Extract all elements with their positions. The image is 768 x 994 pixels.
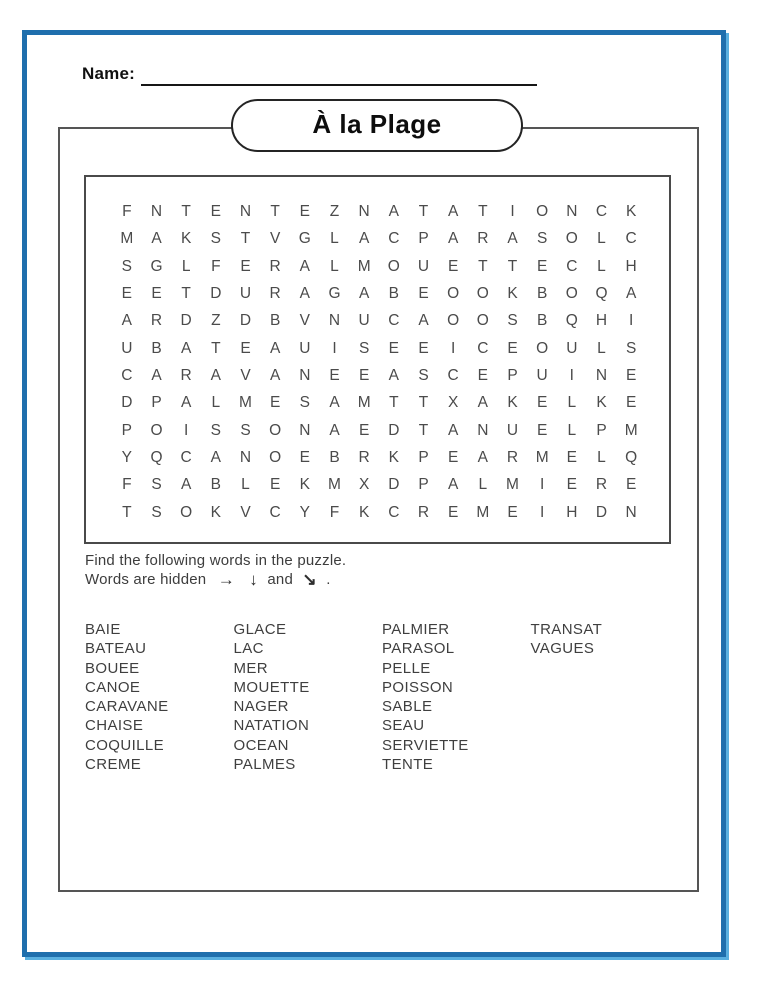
grid-letter-r2-c16: O: [565, 230, 578, 248]
word-item: CHAISE: [85, 717, 144, 735]
grid-letter-r11-c18: E: [625, 476, 637, 494]
grid-letter-r5-c8: N: [328, 312, 341, 330]
grid-letter-r10-c10: K: [388, 448, 399, 466]
grid-letter-r2-c1: M: [120, 230, 134, 248]
grid-letter-r2-c9: A: [358, 230, 370, 248]
grid-letter-r10-c3: C: [180, 448, 192, 466]
diagonal-arrow-icon: ↘: [302, 570, 317, 589]
grid-letter-r8-c7: S: [299, 394, 310, 412]
grid-letter-r1-c10: A: [388, 202, 399, 220]
grid-letter-r9-c15: E: [536, 421, 548, 439]
grid-letter-r1-c16: N: [566, 202, 578, 220]
word-item: SEAU: [382, 717, 425, 735]
grid-letter-r1-c11: T: [418, 202, 429, 220]
grid-letter-r11-c14: M: [506, 476, 519, 494]
grid-letter-r7-c14: P: [507, 366, 518, 384]
grid-letter-r7-c11: S: [418, 366, 429, 384]
grid-letter-r8-c16: L: [567, 394, 577, 412]
grid-letter-r5-c16: Q: [565, 312, 578, 330]
grid-letter-r9-c8: A: [329, 421, 340, 439]
word-item: CARAVANE: [85, 698, 169, 716]
word-item: CANOE: [85, 678, 141, 696]
grid-letter-r4-c15: B: [536, 284, 548, 302]
name-row: [82, 62, 537, 86]
grid-letter-r5-c3: D: [180, 312, 192, 330]
grid-letter-r10-c8: B: [329, 448, 340, 466]
page-title: À la Plage: [312, 109, 442, 139]
grid-letter-r8-c3: A: [180, 394, 192, 412]
grid-letter-r2-c17: L: [597, 230, 606, 248]
grid-letter-r1-c3: T: [181, 202, 191, 220]
grid-letter-r12-c14: E: [507, 503, 518, 521]
grid-letter-r1-c5: N: [239, 202, 252, 220]
grid-letter-r7-c3: R: [180, 366, 192, 384]
grid-letter-r11-c16: E: [566, 476, 577, 494]
grid-letter-r5-c10: C: [388, 312, 400, 330]
grid-letter-r6-c3: A: [180, 339, 192, 357]
grid-letter-r1-c15: O: [536, 202, 549, 220]
word-item: VAGUES: [530, 640, 595, 658]
grid-letter-r11-c13: L: [478, 476, 488, 494]
grid-letter-r9-c10: D: [388, 421, 400, 439]
grid-letter-r3-c10: O: [387, 257, 400, 275]
grid-letter-r1-c14: I: [510, 202, 515, 220]
word-item: COQUILLE: [85, 736, 165, 754]
grid-letter-r7-c6: A: [269, 366, 281, 384]
grid-letter-r6-c7: U: [299, 339, 311, 357]
grid-letter-r12-c8: F: [329, 503, 340, 521]
word-item: MER: [233, 659, 269, 677]
grid-letter-r8-c5: M: [239, 394, 252, 412]
word-item: NAGER: [233, 698, 289, 716]
grid-letter-r1-c9: N: [358, 202, 370, 220]
grid-letter-r9-c11: T: [418, 421, 429, 439]
grid-letter-r12-c9: K: [358, 503, 370, 521]
grid-letter-r11-c17: R: [595, 476, 608, 494]
grid-letter-r1-c13: T: [478, 202, 488, 220]
grid-letter-r6-c8: I: [332, 339, 337, 357]
grid-letter-r1-c12: A: [447, 202, 459, 220]
grid-letter-r11-c1: F: [122, 476, 132, 494]
grid-letter-r9-c9: E: [358, 421, 370, 439]
grid-letter-r4-c4: D: [210, 284, 222, 302]
grid-letter-r5-c14: S: [507, 312, 518, 330]
grid-letter-r12-c11: R: [417, 503, 430, 521]
grid-letter-r4-c16: O: [565, 284, 578, 302]
grid-letter-r11-c8: M: [328, 476, 341, 494]
grid-letter-r9-c5: S: [240, 421, 251, 439]
grid-letter-r2-c2: A: [151, 230, 162, 248]
grid-letter-r10-c16: E: [566, 448, 577, 466]
word-list-column-3: [382, 620, 531, 774]
grid-letter-r5-c13: O: [476, 312, 489, 330]
grid-letter-r2-c12: A: [447, 230, 459, 248]
grid-letter-r10-c12: E: [447, 448, 459, 466]
grid-letter-r8-c10: T: [389, 394, 399, 412]
word-item: TENTE: [382, 756, 434, 774]
grid-letter-r6-c4: T: [211, 339, 221, 357]
grid-letter-r9-c3: I: [184, 421, 189, 439]
word-item: SABLE: [382, 698, 433, 716]
grid-letter-r11-c12: A: [447, 476, 459, 494]
grid-letter-r1-c6: T: [270, 202, 280, 220]
grid-letter-r3-c1: S: [121, 257, 132, 275]
grid-letter-r8-c11: T: [418, 394, 429, 412]
grid-letter-r4-c13: O: [476, 284, 489, 302]
grid-letter-r11-c11: P: [418, 476, 429, 494]
grid-letter-r3-c6: R: [269, 257, 281, 275]
down-arrow-icon: ↓: [249, 570, 258, 589]
grid-letter-r8-c13: A: [477, 394, 488, 412]
grid-letter-r9-c7: N: [299, 421, 311, 439]
word-item: PARASOL: [382, 640, 455, 658]
grid-letter-r4-c1: E: [121, 284, 132, 302]
grid-letter-r7-c17: N: [595, 366, 608, 384]
grid-letter-r4-c11: E: [418, 284, 429, 302]
word-item: BATEAU: [85, 640, 147, 658]
grid-letter-r10-c13: A: [477, 448, 488, 466]
grid-letter-r5-c5: D: [239, 312, 252, 330]
grid-letter-r7-c2: A: [151, 366, 162, 384]
grid-letter-r3-c12: E: [447, 257, 459, 275]
word-item: POISSON: [382, 678, 454, 696]
grid-letter-r3-c2: G: [150, 257, 163, 275]
grid-letter-r12-c17: D: [595, 503, 608, 521]
grid-letter-r1-c17: C: [595, 202, 608, 220]
word-item: TRANSAT: [530, 621, 603, 638]
grid-letter-r11-c10: D: [388, 476, 400, 494]
word-item: MOUETTE: [233, 678, 310, 696]
grid-letter-r1-c4: E: [210, 202, 221, 220]
grid-letter-r4-c8: G: [328, 284, 341, 302]
grid-letter-r3-c9: M: [357, 257, 371, 275]
grid-letter-r10-c6: O: [269, 448, 282, 466]
grid-letter-r10-c7: E: [299, 448, 310, 466]
word-item: PALMES: [233, 756, 296, 774]
word-item: CREME: [85, 756, 142, 774]
grid-letter-r12-c6: C: [269, 503, 281, 521]
grid-letter-r7-c9: E: [358, 366, 370, 384]
grid-letter-r3-c13: T: [478, 257, 488, 275]
grid-letter-r5-c15: B: [536, 312, 548, 330]
grid-letter-r5-c2: R: [150, 312, 163, 330]
grid-letter-r3-c15: E: [536, 257, 548, 275]
grid-letter-r3-c18: H: [625, 257, 637, 275]
grid-letter-r4-c5: U: [239, 284, 252, 302]
word-list-column-1: [85, 620, 234, 774]
grid-letter-r7-c12: C: [447, 366, 459, 384]
word-list-column-4: [531, 620, 680, 774]
grid-letter-r12-c15: I: [540, 503, 545, 521]
grid-letter-r11-c2: S: [151, 476, 162, 494]
grid-letter-r1-c18: K: [625, 202, 637, 220]
name-blank-line: [141, 62, 537, 86]
grid-letter-r4-c7: A: [299, 284, 310, 302]
word-item: NATATION: [233, 717, 310, 735]
grid-letter-r11-c9: X: [358, 476, 370, 494]
grid-letter-r5-c9: U: [358, 312, 370, 330]
grid-letter-r7-c1: C: [121, 366, 133, 384]
grid-letter-r5-c11: A: [418, 312, 429, 330]
grid-letter-r6-c10: E: [388, 339, 399, 357]
word-item: PALMIER: [382, 621, 450, 638]
grid-letter-r6-c15: O: [536, 339, 549, 357]
grid-letter-r7-c5: V: [240, 366, 251, 384]
grid-letter-r9-c12: A: [447, 421, 459, 439]
grid-letter-r3-c3: L: [181, 257, 191, 275]
grid-letter-r8-c15: E: [536, 394, 548, 412]
grid-letter-r11-c6: E: [269, 476, 281, 494]
grid-letter-r2-c5: T: [240, 230, 251, 248]
grid-letter-r3-c7: A: [299, 257, 310, 275]
grid-letter-r10-c11: P: [418, 448, 429, 466]
grid-letter-r12-c2: S: [151, 503, 162, 521]
grid-letter-r8-c12: X: [447, 394, 459, 412]
grid-letter-r1-c8: Z: [329, 202, 340, 220]
grid-letter-r8-c18: E: [625, 394, 637, 412]
title-banner: [231, 99, 523, 152]
grid-letter-r9-c17: P: [596, 421, 607, 439]
grid-letter-r10-c15: M: [535, 448, 549, 466]
grid-letter-r12-c7: Y: [299, 503, 310, 521]
grid-letter-r2-c18: C: [625, 230, 637, 248]
grid-letter-r11-c3: A: [180, 476, 192, 494]
grid-letter-r2-c15: S: [536, 230, 548, 248]
word-item: LAC: [233, 640, 264, 658]
grid-letter-r3-c4: F: [211, 257, 221, 275]
grid-letter-r8-c1: D: [121, 394, 133, 412]
grid-letter-r9-c1: P: [121, 421, 132, 439]
instructions-and-text: and: [267, 571, 293, 588]
grid-letter-r2-c7: G: [298, 230, 311, 248]
word-item: BOUEE: [85, 659, 140, 677]
grid-letter-r10-c18: Q: [625, 448, 638, 466]
grid-letter-r12-c3: O: [180, 503, 193, 521]
grid-letter-r9-c18: M: [624, 421, 638, 439]
word-search-grid: [86, 177, 669, 542]
grid-letter-r12-c18: N: [625, 503, 637, 521]
grid-letter-r7-c4: A: [210, 366, 221, 384]
grid-letter-r1-c2: N: [150, 202, 163, 220]
word-item: BAIE: [85, 621, 121, 638]
grid-letter-r2-c6: V: [269, 230, 281, 248]
grid-letter-r6-c14: E: [507, 339, 518, 357]
grid-letter-r1-c1: F: [122, 202, 132, 220]
word-list-column-2: [234, 620, 383, 774]
grid-letter-r2-c10: C: [388, 230, 400, 248]
grid-letter-r5-c17: H: [595, 312, 608, 330]
grid-letter-r3-c8: L: [330, 257, 339, 275]
grid-letter-r4-c9: A: [358, 284, 370, 302]
grid-letter-r12-c10: C: [388, 503, 400, 521]
grid-letter-r8-c2: P: [151, 394, 162, 412]
grid-letter-r6-c5: E: [240, 339, 251, 357]
grid-letter-r4-c10: B: [388, 284, 399, 302]
grid-letter-r12-c1: T: [122, 503, 132, 521]
grid-letter-r8-c14: K: [507, 394, 518, 412]
word-list: [85, 620, 679, 774]
grid-letter-r10-c1: Y: [121, 448, 132, 466]
grid-letter-r9-c2: O: [150, 421, 163, 439]
grid-letter-r12-c5: V: [240, 503, 251, 521]
grid-letter-r5-c12: O: [447, 312, 460, 330]
grid-letter-r4-c6: R: [269, 284, 281, 302]
grid-letter-r10-c14: R: [506, 448, 519, 466]
grid-letter-r12-c13: M: [476, 503, 490, 521]
grid-letter-r9-c14: U: [506, 421, 519, 439]
grid-letter-r5-c18: I: [629, 312, 634, 330]
grid-letter-r4-c3: T: [181, 284, 191, 302]
grid-letter-r6-c16: U: [566, 339, 578, 357]
grid-letter-r8-c6: E: [269, 394, 281, 412]
grid-letter-r10-c5: N: [239, 448, 252, 466]
instructions-period: .: [326, 571, 331, 588]
grid-letter-r7-c15: U: [536, 366, 548, 384]
grid-letter-r4-c14: K: [507, 284, 518, 302]
grid-letter-r2-c14: A: [507, 230, 518, 248]
grid-letter-r5-c6: B: [269, 312, 281, 330]
grid-letter-r12-c16: H: [566, 503, 578, 521]
grid-letter-r9-c16: L: [567, 421, 577, 439]
grid-letter-r2-c3: K: [180, 230, 192, 248]
word-search-grid-box: [84, 175, 671, 544]
grid-letter-r4-c17: Q: [595, 284, 608, 302]
grid-letter-r7-c16: I: [569, 366, 574, 384]
grid-letter-r3-c5: E: [240, 257, 251, 275]
grid-letter-r8-c17: K: [596, 394, 607, 412]
grid-letter-r5-c1: A: [121, 312, 132, 330]
name-label: Name:: [82, 64, 135, 83]
grid-letter-r8-c8: A: [329, 394, 340, 412]
grid-letter-r10-c17: L: [597, 448, 606, 466]
grid-letter-r9-c13: N: [477, 421, 489, 439]
grid-letter-r3-c16: C: [566, 257, 578, 275]
grid-letter-r2-c11: P: [418, 230, 429, 248]
grid-letter-r11-c4: B: [210, 476, 221, 494]
grid-letter-r2-c13: R: [477, 230, 489, 248]
grid-letter-r4-c18: A: [625, 284, 637, 302]
grid-letter-r5-c4: Z: [211, 312, 221, 330]
word-item: PELLE: [382, 659, 431, 677]
grid-letter-r1-c7: E: [299, 202, 310, 220]
grid-letter-r10-c2: Q: [150, 448, 163, 466]
grid-letter-r8-c9: M: [357, 394, 371, 412]
instructions: [85, 551, 346, 589]
grid-letter-r2-c4: S: [210, 230, 221, 248]
grid-letter-r12-c4: K: [210, 503, 221, 521]
grid-letter-r3-c14: T: [507, 257, 518, 275]
word-item: SERVIETTE: [382, 736, 469, 754]
grid-letter-r7-c7: N: [299, 366, 311, 384]
right-arrow-icon: →: [217, 570, 235, 589]
grid-letter-r2-c8: L: [330, 230, 339, 248]
grid-letter-r11-c5: L: [241, 476, 250, 494]
grid-letter-r12-c12: E: [447, 503, 459, 521]
grid-letter-r4-c2: E: [151, 284, 162, 302]
grid-letter-r7-c18: E: [625, 366, 637, 384]
grid-letter-r5-c7: V: [299, 312, 310, 330]
grid-letter-r4-c12: O: [447, 284, 460, 302]
grid-letter-r6-c17: L: [597, 339, 606, 357]
grid-letter-r9-c6: O: [269, 421, 282, 439]
grid-letter-r6-c6: A: [269, 339, 281, 357]
grid-letter-r8-c4: L: [211, 394, 221, 412]
instructions-line1: Find the following words in the puzzle.: [85, 552, 347, 569]
grid-letter-r6-c2: B: [151, 339, 162, 357]
grid-letter-r11-c7: K: [299, 476, 310, 494]
grid-letter-r10-c4: A: [210, 448, 221, 466]
grid-letter-r6-c9: S: [358, 339, 370, 357]
grid-letter-r10-c9: R: [358, 448, 370, 466]
word-item: OCEAN: [233, 736, 289, 754]
grid-letter-r7-c10: A: [388, 366, 399, 384]
grid-letter-r6-c1: U: [121, 339, 133, 357]
grid-letter-r7-c13: E: [477, 366, 488, 384]
grid-letter-r7-c8: E: [329, 366, 340, 384]
instructions-line2-prefix: Words are hidden: [85, 571, 207, 588]
grid-letter-r6-c12: I: [451, 339, 456, 357]
word-item: GLACE: [233, 621, 287, 638]
grid-letter-r6-c11: E: [418, 339, 429, 357]
grid-letter-r6-c13: C: [477, 339, 489, 357]
grid-letter-r3-c17: L: [597, 257, 606, 275]
grid-letter-r6-c18: S: [625, 339, 637, 357]
grid-letter-r11-c15: I: [540, 476, 545, 494]
instructions-line2: [85, 570, 346, 589]
grid-letter-r9-c4: S: [210, 421, 221, 439]
grid-letter-r3-c11: U: [417, 257, 430, 275]
